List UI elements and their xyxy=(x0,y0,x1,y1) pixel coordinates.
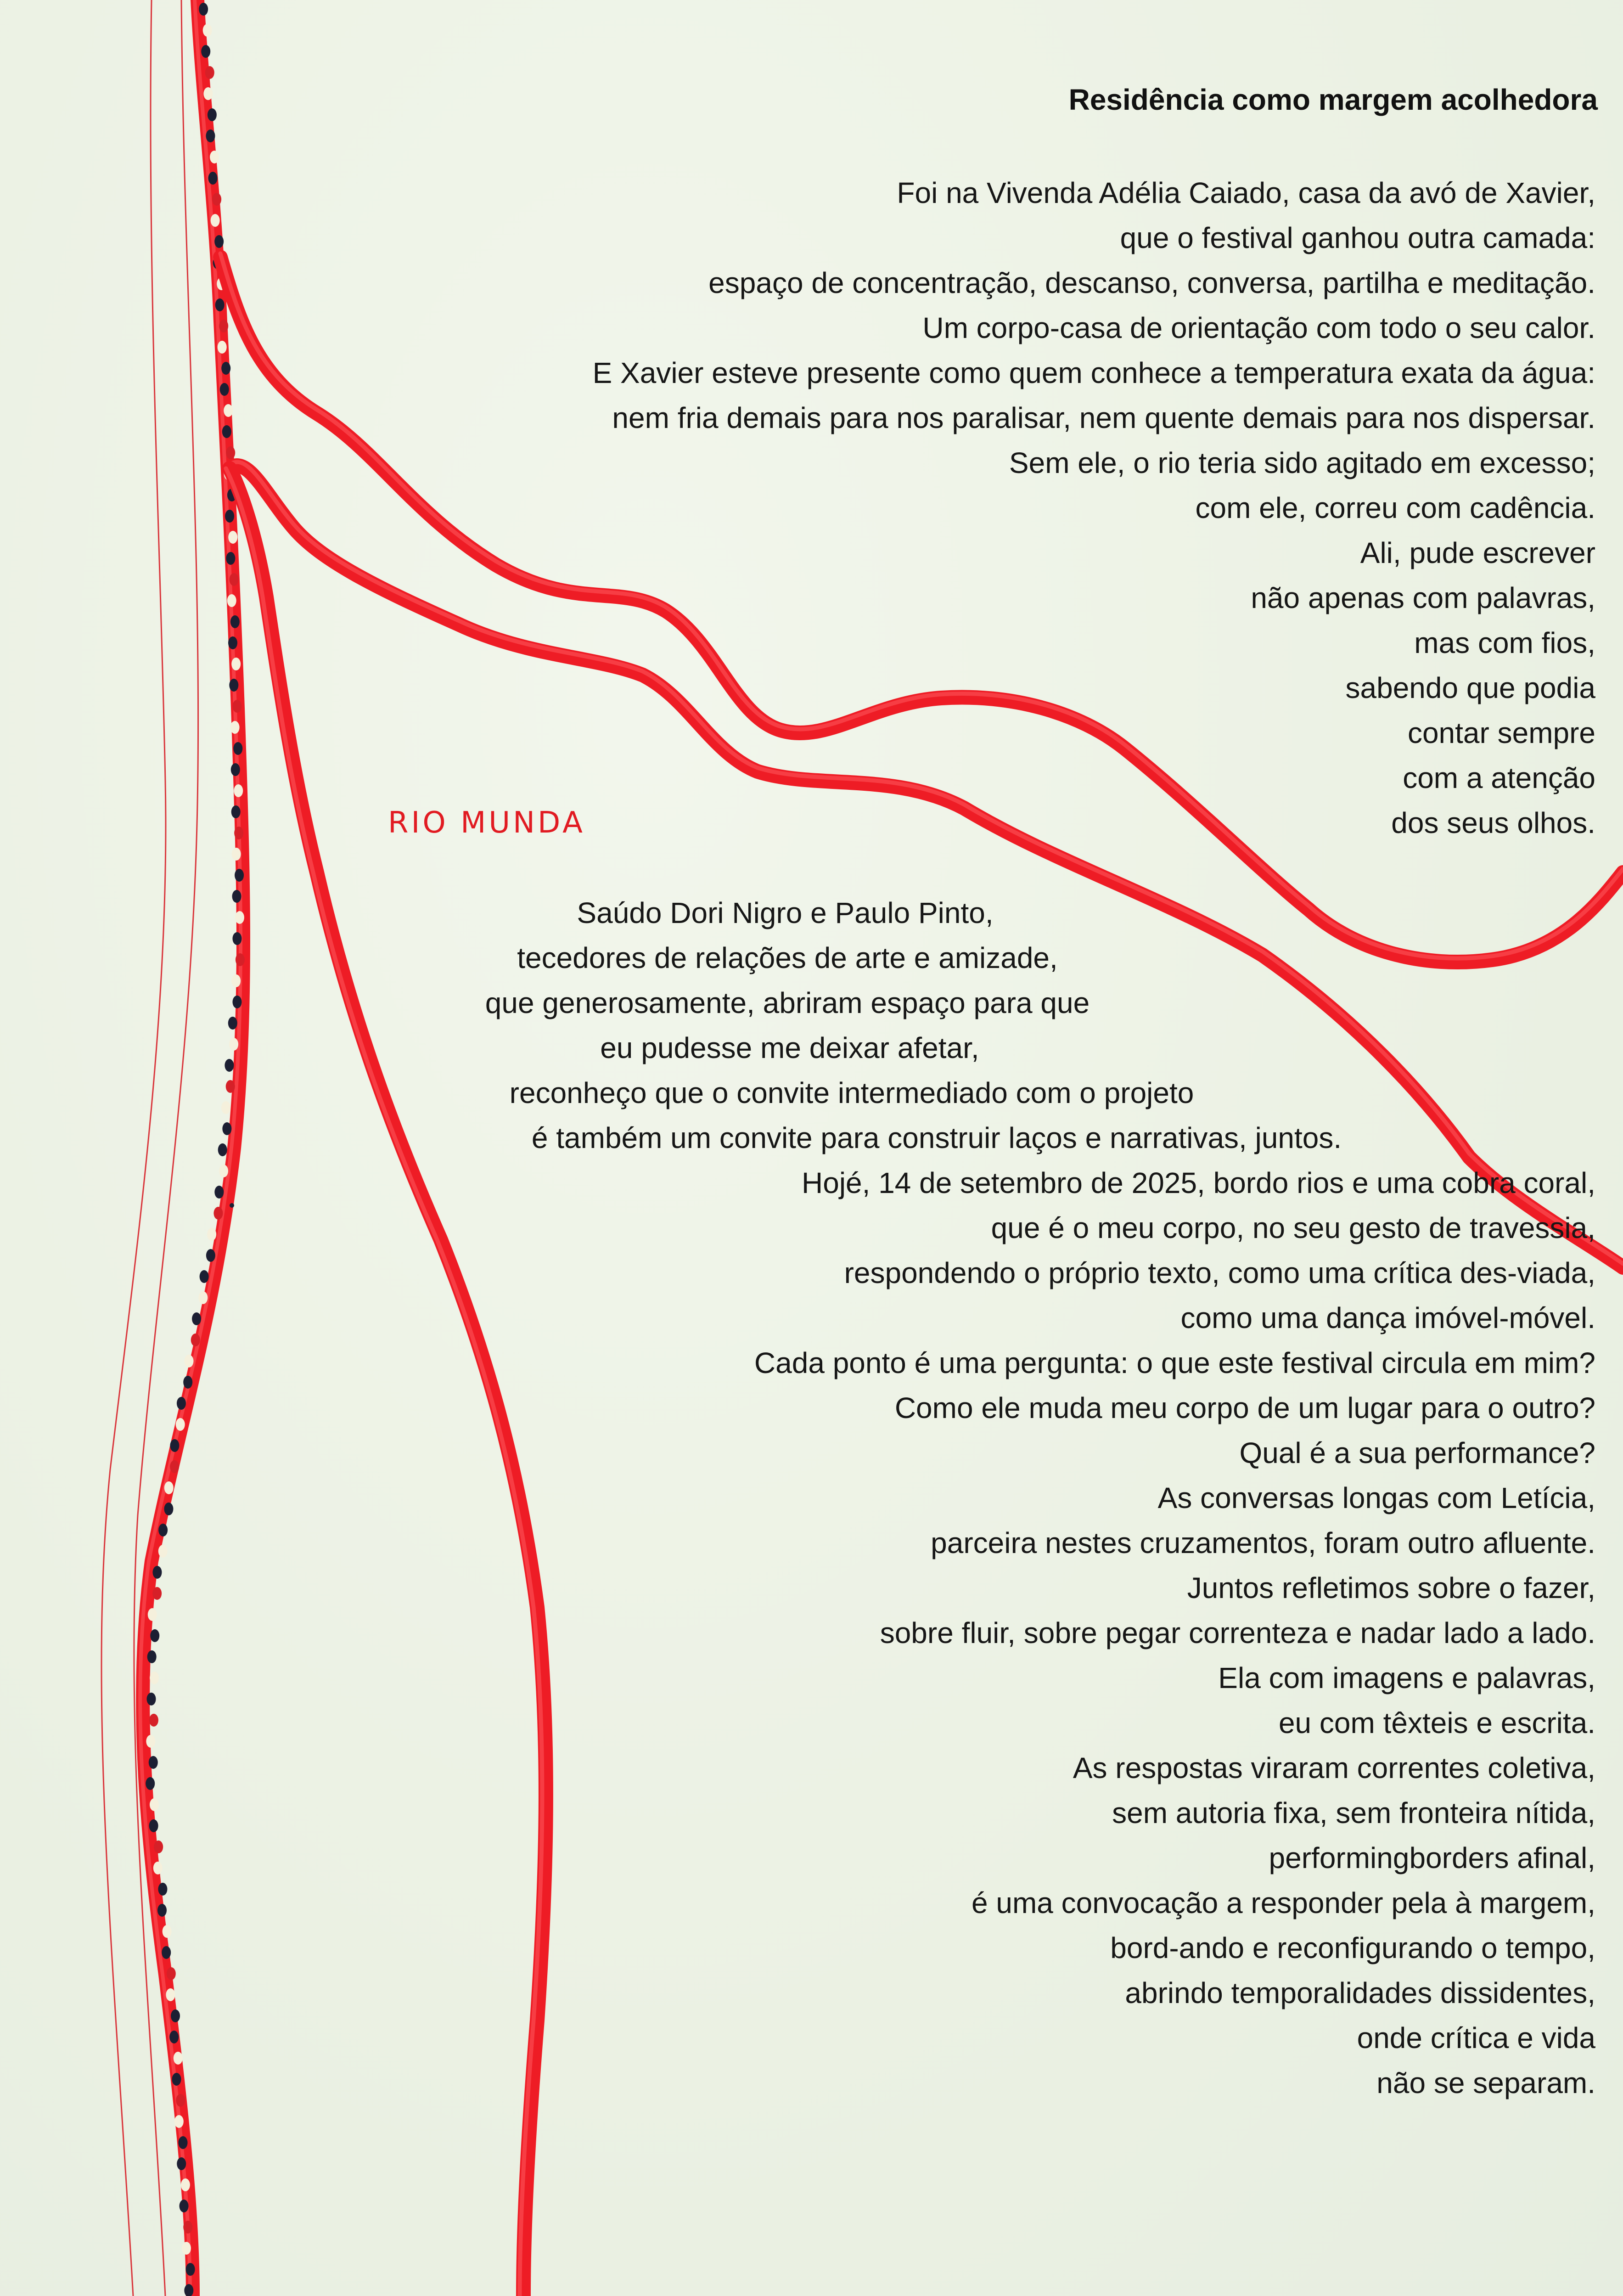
bead xyxy=(231,763,240,776)
poem-line: Hojé, 14 de setembro de 2025, bordo rios e uma cobra coral, xyxy=(802,1166,1595,1199)
river-label-embroidered: RIO MUNDA xyxy=(388,806,585,840)
bead xyxy=(146,1735,155,1748)
bead xyxy=(232,890,241,903)
bead xyxy=(200,1270,209,1283)
bead xyxy=(158,1545,168,1558)
bead xyxy=(150,1671,159,1684)
bead xyxy=(199,3,208,16)
poem-line: que generosamente, abriram espaço para que xyxy=(485,986,1090,1019)
poem-line: bord-ando e reconfigurando o tempo, xyxy=(1110,1931,1595,1964)
bead xyxy=(235,911,244,924)
bead xyxy=(174,2052,183,2065)
bead xyxy=(233,742,242,755)
poem-line: é também um convite para construir laços e narrativas, juntos. xyxy=(531,1121,1342,1154)
bead xyxy=(192,1312,201,1325)
bead xyxy=(231,974,241,987)
bead xyxy=(231,805,241,818)
bead xyxy=(191,1334,200,1346)
descending-tributary-thread xyxy=(230,468,546,2296)
bead xyxy=(206,1249,215,1262)
poem-line: Qual é a sua performance? xyxy=(1239,1436,1595,1469)
bead xyxy=(152,1587,162,1600)
poem-line: eu com têxteis e escrita. xyxy=(1278,1706,1595,1739)
poem-line: sobre fluir, sobre pegar correnteza e nadar lado a lado. xyxy=(880,1616,1595,1649)
bead xyxy=(228,531,237,544)
poem-line: sabendo que podia xyxy=(1345,671,1595,704)
bead xyxy=(162,1946,171,1959)
bead xyxy=(232,932,241,945)
poem-line: As conversas longas com Letícia, xyxy=(1157,1481,1595,1514)
bead xyxy=(184,1355,193,1367)
bead xyxy=(221,362,230,375)
bead xyxy=(234,784,243,797)
bead xyxy=(232,996,241,1008)
bead xyxy=(213,1207,223,1220)
bead xyxy=(152,1566,162,1579)
poem-line: Saúdo Dori Nigro e Paulo Pinto, xyxy=(577,896,994,929)
poem-line: respondendo o próprio texto, como uma crítica des-viada, xyxy=(844,1256,1595,1289)
bead xyxy=(150,1629,159,1642)
bead xyxy=(203,87,213,100)
bead xyxy=(215,298,225,311)
bead xyxy=(170,1460,179,1473)
bead xyxy=(153,1862,163,1874)
bead xyxy=(171,2009,180,2022)
poem-line: Sem ele, o rio teria sido agitado em excesso; xyxy=(1009,446,1595,479)
poem-line: Ali, pude escrever xyxy=(1360,536,1595,569)
bead xyxy=(183,1376,192,1389)
poem-line: As respostas viraram correntes coletiva, xyxy=(1073,1751,1595,1784)
bead xyxy=(157,1904,167,1917)
bead xyxy=(172,2073,181,2086)
bead xyxy=(150,1798,159,1811)
bead xyxy=(164,1503,173,1515)
bead xyxy=(166,1988,175,2001)
bead xyxy=(163,1925,172,1938)
poem-line: é uma convocação a responder pela à margem, xyxy=(972,1886,1595,1919)
poem-line: tecedores de relações de arte e amizade, xyxy=(517,941,1058,974)
bead xyxy=(164,1481,174,1494)
bead xyxy=(236,953,245,966)
bead xyxy=(146,1777,155,1790)
bead xyxy=(208,172,218,185)
poem-line: Um corpo-casa de orientação com todo o seu calor. xyxy=(922,311,1595,344)
bead xyxy=(147,1650,157,1663)
poem-line: contar sempre xyxy=(1407,716,1595,749)
bead xyxy=(219,320,228,332)
poem-line: nem fria demais para nos paralisar, nem quente demais para nos dispersar. xyxy=(612,401,1595,434)
bead xyxy=(170,1439,179,1452)
poem-line: espaço de concentração, descanso, conversa, partilha e meditação. xyxy=(708,266,1595,299)
bead xyxy=(174,2115,184,2128)
bead xyxy=(229,1038,238,1051)
poem-line: não apenas com palavras, xyxy=(1251,581,1595,614)
bead xyxy=(224,404,233,417)
bead xyxy=(177,2157,186,2170)
poem-title: Residência como margem acolhedora xyxy=(1068,83,1598,116)
bead xyxy=(149,1819,158,1832)
bead xyxy=(154,1840,163,1853)
poem-line: Foi na Vivenda Adélia Caiado, casa da avó de Xavier, xyxy=(897,176,1595,209)
bead xyxy=(176,2094,185,2107)
bead xyxy=(207,1228,216,1241)
bead xyxy=(149,1714,158,1727)
bead xyxy=(231,658,241,670)
bead xyxy=(183,2221,192,2234)
poem-line: Cada ponto é uma pergunta: o que este festival circula em mim? xyxy=(754,1346,1595,1379)
poem-line: não se separam. xyxy=(1376,2066,1595,2099)
bead xyxy=(235,869,244,882)
bead xyxy=(225,510,234,523)
poem-line: como uma dança imóvel-móvel. xyxy=(1180,1301,1595,1334)
poem-line: com ele, correu com cadência. xyxy=(1195,491,1595,524)
bead xyxy=(211,214,220,227)
bead xyxy=(229,679,238,692)
bead xyxy=(220,383,229,396)
poem-line: E Xavier esteve presente como quem conhece a temperatura exata da água: xyxy=(592,356,1595,389)
bead xyxy=(203,24,212,37)
poem-line: onde crítica e vida xyxy=(1357,2021,1595,2054)
bead xyxy=(149,1756,158,1769)
bead xyxy=(177,1397,186,1410)
bead xyxy=(219,1165,228,1177)
poem-line: que é o meu corpo, no seu gesto de travessia, xyxy=(991,1211,1595,1244)
bead xyxy=(234,827,243,839)
poem-line: Como ele muda meu corpo de um lugar para o outro? xyxy=(894,1391,1595,1424)
poem-line: sem autoria fixa, sem fronteira nítida, xyxy=(1112,1796,1595,1829)
bead xyxy=(232,700,241,713)
bead xyxy=(205,66,214,79)
bead xyxy=(222,425,231,438)
bead xyxy=(230,573,239,586)
bead xyxy=(179,2136,188,2149)
bead xyxy=(206,129,215,142)
bead xyxy=(230,721,240,734)
poem-line: abrindo temporalidades dissidentes, xyxy=(1125,1976,1595,2009)
bead xyxy=(181,2178,190,2191)
poem-line: mas com fios, xyxy=(1414,626,1595,659)
poem-line: que o festival ganhou outra camada: xyxy=(1120,221,1595,254)
bead xyxy=(201,45,210,58)
bead xyxy=(182,2242,191,2255)
bead xyxy=(176,1418,185,1431)
bead xyxy=(158,1524,168,1536)
bead xyxy=(218,1143,227,1156)
poem-line: dos seus olhos. xyxy=(1391,806,1595,839)
bead xyxy=(148,1608,157,1621)
bead xyxy=(198,1291,208,1304)
bead xyxy=(158,1883,167,1896)
bead xyxy=(214,1186,224,1199)
bead xyxy=(208,108,217,121)
bead xyxy=(180,2200,189,2212)
bead xyxy=(169,2031,179,2043)
bead xyxy=(227,594,236,607)
bead xyxy=(225,1059,234,1072)
bead xyxy=(222,1122,231,1135)
bead xyxy=(218,341,227,354)
bead xyxy=(226,446,235,459)
poem-line: com a atenção xyxy=(1403,761,1595,794)
poem-line: Ela com imagens e palavras, xyxy=(1218,1661,1595,1694)
bead xyxy=(228,1017,237,1030)
poem-line: eu pudesse me deixar afetar, xyxy=(600,1031,979,1064)
bead xyxy=(232,848,241,861)
bead xyxy=(212,193,221,206)
poem-line: parceira nestes cruzamentos, foram outro afluente. xyxy=(931,1526,1595,1559)
bead xyxy=(228,636,237,649)
bead xyxy=(214,235,224,248)
bead xyxy=(210,151,219,163)
bead xyxy=(221,1101,230,1114)
bead xyxy=(226,552,235,565)
bead xyxy=(186,2263,195,2276)
poem-line: performingborders afinal, xyxy=(1269,1841,1595,1874)
bead xyxy=(226,1080,235,1093)
poem-line: reconheço que o convite intermediado com o projeto xyxy=(509,1076,1194,1109)
bead xyxy=(230,615,240,628)
stitch-dot xyxy=(230,1203,234,1208)
poem-line: Juntos refletimos sobre o fazer, xyxy=(1187,1571,1595,1604)
bead xyxy=(167,1967,176,1980)
bead xyxy=(147,1693,156,1705)
